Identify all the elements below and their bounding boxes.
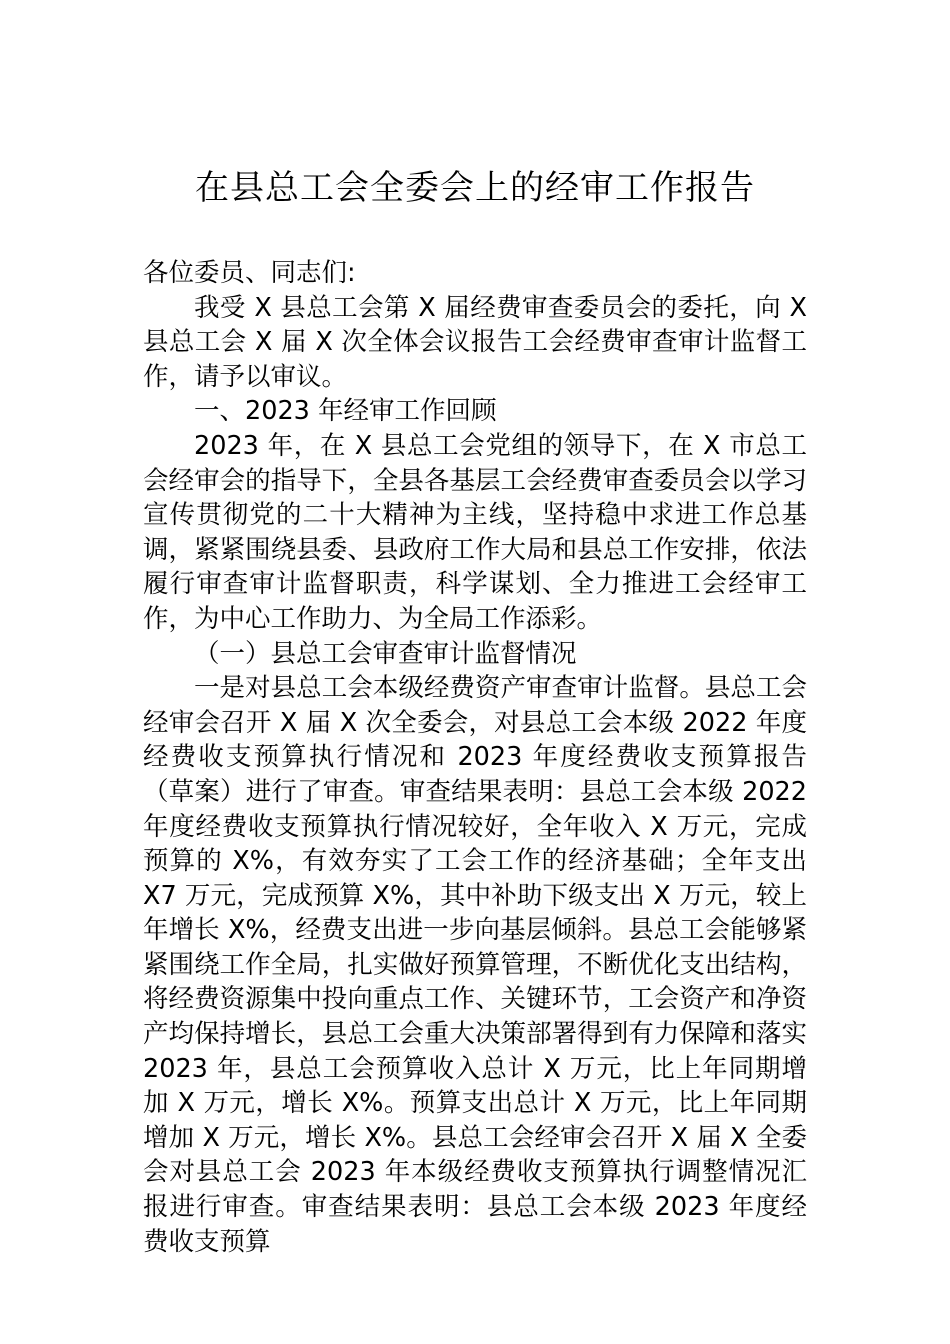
subsection-heading: （一）县总工会审查审计监督情况 [194,638,577,669]
intro-paragraph: 我受 X 县总工会第 X 届经费审查委员会的委托，向 X 县总工会 X 届 X 次全体会议报告工会经费审查审计监督工作，请予以审议。 [143,292,807,392]
document-body [143,256,807,1259]
review-paragraph: 2023 年，在 X 县总工会党组的领导下，在 X 市总工会经审会的指导下，全县各基层工会经费审查委员会以学习宣传贯彻党的二十大精神为主线，坚持稳中求进工作总基调，紧紧围绕县委、县政府工作大局和县总工作安排，依法履行审查审计监督职责，科学谋划、全力推进工会经审工作，为中心工作助力、为全局工作添彩。 [143,430,807,634]
audit-paragraph: 一是对县总工会本级经费资产审查审计监督。县总工会经审会召开 X 届 X 次全委会，对县总工会本级 2022 年度经费收支预算执行情况和 2023 年度经费收支预算报告（草案）进行了审查。审查结果表明：县总工会本级 2022 年度经费收支预算执行情况较好，全年收入 X 万元，完成预算的 X%，有效夯实了工会工作的经济基础；全年支出 X7 万元，完成预算 X%，其中补助下级支出 X 万元，较上年增长 X%，经费支出进一步向基层倾斜。县总工会能够紧紧围绕工作全局，扎实做好预算管理，不断优化支出结构，将经费资源集中投向重点工作、关键环节，工会资产和净资产均保持增长，县总工会重大决策部署得到有力保障和落实 2023 年，县总工会预算收入总计 X 万元，比上年同期增加 X 万元，增长 X%。预算支出总计 X 万元，比上年同期增加 X 万元，增长 X%。县总工会经审会召开 X 届 X 全委会对县总工会 2023 年本级经费收支预算执行调整情况汇报进行审查。审查结果表明：县总工会本级 2023 年度经费收支预算 [143,673,807,1257]
salutation: 各位委员、同志们: [143,258,356,288]
section-heading: 一、2023 年经审工作回顾 [194,396,497,427]
document-title: 在县总工会全委会上的经审工作报告 [195,168,755,208]
